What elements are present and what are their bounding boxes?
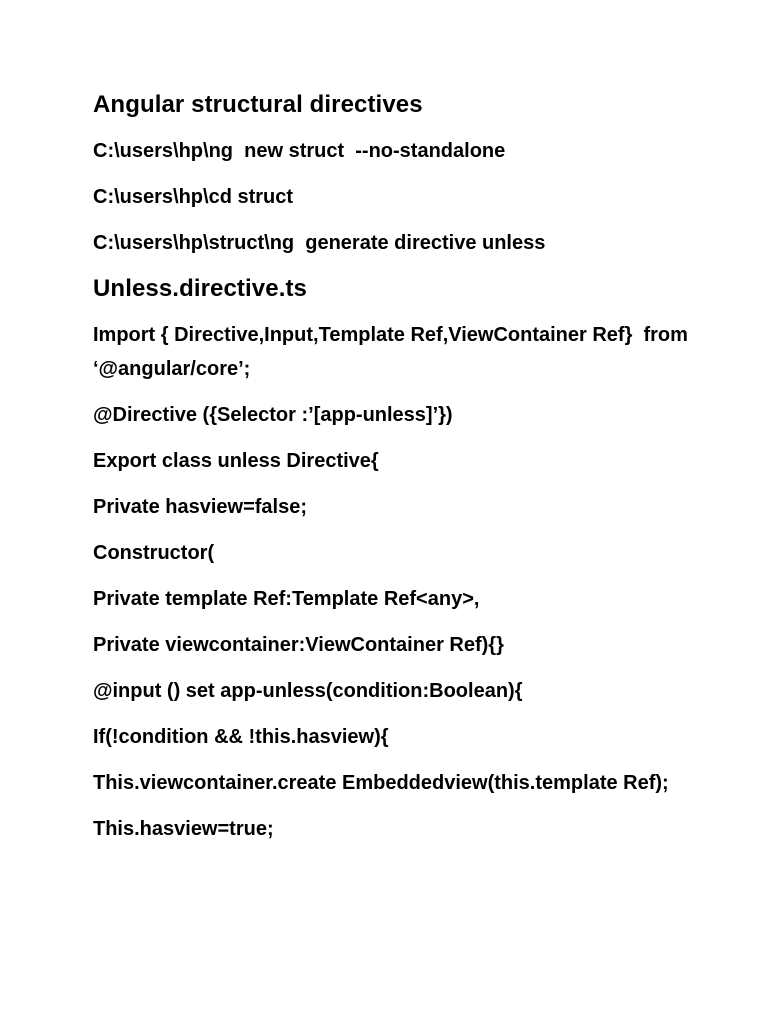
code-line: Constructor( [93,542,215,564]
code-line: If(!condition && !this.hasview){ [93,726,389,748]
command-line: C:\users\hp\ng new struct --no-standalone [93,140,506,162]
code-line: This.viewcontainer.create Embeddedview(this.template Ref); [93,772,669,794]
command-line: C:\users\hp\cd struct [93,186,294,208]
code-line: Private hasview=false; [93,496,308,518]
code-line: Import { Directive,Input,Template Ref,ViewContainer Ref} from ‘@angular/core’; [93,324,700,380]
code-line: This.hasview=true; [93,818,274,840]
file-heading: Unless.directive.ts [93,275,307,302]
code-line: @Directive ({Selector :’[app-unless]’}) [93,404,453,426]
code-line: @input () set app-unless(condition:Boolean){ [93,680,523,702]
command-line: C:\users\hp\struct\ng generate directive unless [93,232,546,254]
document-content [93,88,700,858]
document-title: Angular structural directives [93,91,423,118]
code-line: Private viewcontainer:ViewContainer Ref){} [93,634,504,656]
code-line: Export class unless Directive{ [93,450,379,472]
code-line: Private template Ref:Template Ref<any>, [93,588,480,610]
